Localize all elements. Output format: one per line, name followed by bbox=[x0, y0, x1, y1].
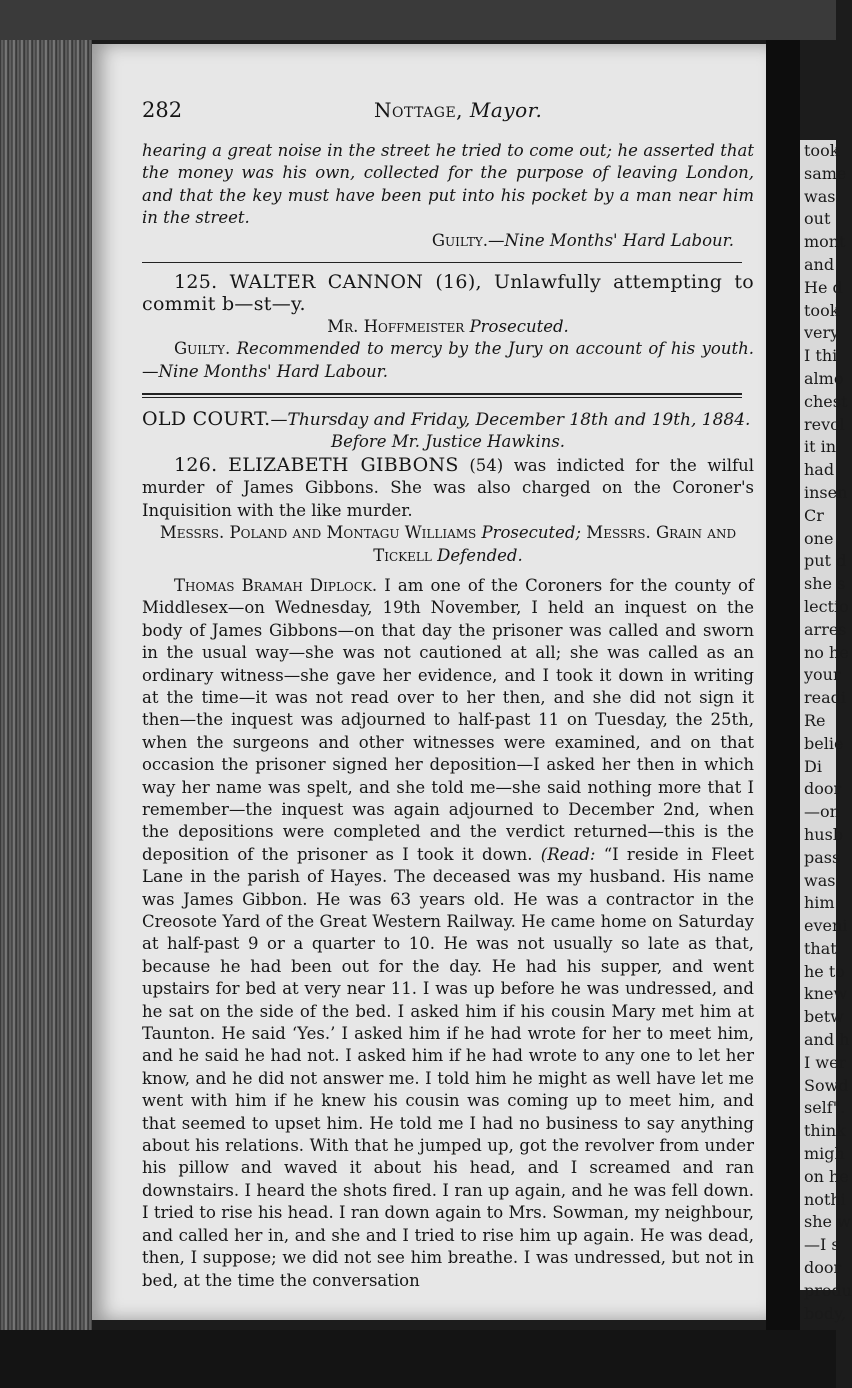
prosecutor-name: Mr. Hoffmeister bbox=[327, 316, 465, 336]
page-content bbox=[142, 140, 754, 1292]
section-rule bbox=[142, 262, 742, 263]
next-page-line: door bbox=[804, 1258, 842, 1278]
next-page-line: husb bbox=[804, 824, 844, 844]
double-rule-bottom bbox=[142, 397, 742, 398]
next-page-line: —on bbox=[804, 802, 840, 822]
prosecution-role: Prosecuted; bbox=[481, 523, 582, 543]
book-page-edges bbox=[0, 40, 92, 1330]
next-page-line: took bbox=[804, 141, 840, 160]
next-page-line: self". bbox=[804, 1098, 846, 1118]
scan-bottom-border bbox=[0, 1330, 836, 1388]
next-page-line: almo bbox=[804, 368, 844, 388]
next-page-line: was bbox=[804, 186, 836, 206]
court-name: OLD COURT. bbox=[142, 408, 271, 431]
next-page-line: revol bbox=[804, 414, 845, 434]
next-page-line: door bbox=[804, 779, 842, 799]
testimony-text: I am one of the Coroners for the county of Middlesex—on Wednesday, 19th November, I held an inquest on the body of James Gibbons—on that day the prisoner was called and sworn in the usual way—she was not cautioned at all; she was called as an ordinary witness—she gave her evidence, and I took it down in writing at the time—it was not read over to her then, and she did not sign it then—the inquest was adjourned to half-past 11 on Tuesday, the 25th, when the surgeons and other witnesses were examined, and on that occasion the prisoner signed her deposition—I asked her then in which way her name was spelt, and she told me—she said nothing more that I remember—the inquest was again adjourned to December 2nd, when the depositions were completed and the verdict returned—this is the deposition of the prisoner as I took it down. bbox=[142, 575, 754, 864]
witness-name: Thomas Bramah Diplock. bbox=[174, 575, 378, 595]
prosecution-counsel: Poland and Montagu Williams bbox=[229, 523, 477, 543]
next-page-line: I wer bbox=[804, 1052, 847, 1072]
running-head-name: Nottage, bbox=[374, 98, 464, 122]
defendant-name: ELIZABETH GIBBONS bbox=[228, 453, 459, 476]
next-page-line: she w bbox=[804, 1212, 851, 1232]
next-page-line: lectio bbox=[804, 596, 849, 616]
next-page-line: —I s bbox=[804, 1235, 840, 1255]
defendant-name: WALTER CANNON bbox=[229, 271, 424, 294]
case-126-heading bbox=[142, 454, 754, 522]
page-header bbox=[142, 98, 742, 128]
next-page-line: one bbox=[804, 528, 834, 548]
next-page-line: He d bbox=[804, 277, 843, 297]
next-page-line: think bbox=[804, 1121, 846, 1141]
next-page-line: no he bbox=[804, 642, 849, 662]
book-page bbox=[92, 44, 768, 1320]
case-125-prosecution bbox=[142, 316, 754, 338]
next-page-line: Di bbox=[804, 756, 822, 776]
case-number: 126. bbox=[174, 453, 218, 476]
spacer bbox=[142, 567, 754, 575]
next-page-line: Cr bbox=[804, 505, 824, 525]
defence-counsel: Grain and Tickell bbox=[373, 523, 737, 565]
next-page-line: mont bbox=[804, 232, 846, 252]
next-page-line: Sowd bbox=[804, 1075, 849, 1095]
counsel-label: Messrs. bbox=[586, 523, 651, 543]
next-page-line: it in bbox=[804, 437, 837, 457]
page-number: 282 bbox=[142, 98, 183, 122]
next-page-line: was bbox=[804, 870, 836, 890]
next-page-line: eveni bbox=[804, 916, 848, 936]
next-page-line: readi bbox=[804, 688, 847, 708]
next-page-line: and bbox=[804, 254, 835, 274]
running-head bbox=[374, 98, 542, 122]
next-page-line: same bbox=[804, 163, 847, 183]
next-page-line: him bbox=[804, 893, 835, 913]
case-126-testimony bbox=[142, 575, 754, 1292]
verdict-sentence: —Nine Months' Hard Labour. bbox=[488, 230, 734, 250]
case-124-tail-text: hearing a great noise in the street he tried to come out; he asserted that the money was his own, collected for the purpose of leaving London, and that the key must have been put into his pocket by a man near him in the street. bbox=[142, 141, 754, 228]
prosecutor-role: Prosecuted. bbox=[469, 316, 569, 336]
next-page-line: your bbox=[804, 665, 841, 685]
defence-role: Defended. bbox=[437, 545, 523, 565]
next-page-line: betw bbox=[804, 1007, 844, 1027]
scan-top-border bbox=[0, 0, 836, 40]
next-page-line: nothi bbox=[804, 1189, 846, 1209]
running-head-title: Mayor. bbox=[469, 98, 543, 122]
next-page-line: belie bbox=[804, 733, 844, 753]
book-gutter bbox=[766, 40, 800, 1330]
verdict-guilty: Guilty. bbox=[431, 230, 489, 250]
deposition-text: “I reside in Fleet Lane in the parish of Hayes. The deceased was my husband. His name was James Gibbon. He was 63 years old. He was a contractor in the Creosote Yard of the Great Western Railway. He came home on Saturday at half-past 9 or a quarter to 10. He was not usually so late as that, because he had been out for the day. He had his supper, and went upstairs for bed at very near 11. I was up before he was undressed, and he sat on the side of the bed. I asked him if his cousin Mary met him at Taunton. He said ‘Yes.’ I asked him if he had wrote for her to meet him, and he said he had not. I asked him if he had wrote to any one to let her know, and he did not answer me. I told him he might as well have let me went with him if he knew his cousin was coming up to meet him, and that seemed to upset him. He told me I had no business to say anything about his relations. With that he jumped up, got the revolver from under his pillow and waved it about his head, and I screamed and ran downstairs. I heard the shots fired. I ran up again, and he was fell down. I tried to rise his head. I ran down again to Mrs. Sowman, my neighbour, and called her in, and she and I tried to rise him up again. He was dead, then, I suppose; we did not see him breathe. I was undressed, but not in bed, at the time the conversation bbox=[142, 844, 755, 1290]
next-page-line: insen bbox=[804, 482, 848, 502]
court-session-heading bbox=[142, 408, 754, 431]
next-page-line: arres bbox=[804, 619, 847, 639]
session-date: —Thursday and Friday, December 18th and 19th, 1884. bbox=[270, 410, 751, 431]
next-page-line: body, bbox=[804, 1303, 847, 1323]
next-page-line: and h bbox=[804, 1030, 850, 1050]
next-page-line: on he bbox=[804, 1166, 849, 1186]
case-126-counsel bbox=[142, 522, 754, 567]
next-page-line: very bbox=[804, 323, 840, 343]
judge-line: Before Mr. Justice Hawkins. bbox=[330, 432, 566, 452]
case-number: 125. bbox=[174, 271, 218, 294]
verdict-text: Recommended to mercy by the Jury on account of his youth.—Nine Months' Hard Labour. bbox=[142, 339, 754, 381]
next-page-line: out bbox=[804, 209, 831, 229]
next-page-line: put d bbox=[804, 551, 847, 571]
next-page-line: produ bbox=[804, 1280, 852, 1300]
next-page-line: knew bbox=[804, 984, 848, 1004]
case-124-verdict bbox=[142, 230, 754, 252]
next-page-line: chest bbox=[804, 391, 848, 411]
case-125-heading bbox=[142, 271, 754, 316]
next-page-fragment bbox=[800, 140, 852, 1323]
next-page-line: I thi bbox=[804, 346, 838, 366]
next-page-line: she s bbox=[804, 574, 846, 594]
next-page-line: took bbox=[804, 300, 840, 320]
case-charge: (54) was indicted for the wilful murder of James Gibbons. She was also charged on the Coroner's Inquisition with the like murder. bbox=[142, 455, 755, 520]
double-rule-top bbox=[142, 393, 742, 395]
next-page-line: migh bbox=[804, 1144, 845, 1164]
next-page-line: Re bbox=[804, 710, 826, 730]
next-page-line: had bbox=[804, 460, 835, 480]
read-label: (Read: bbox=[540, 844, 596, 864]
counsel-label: Messrs. bbox=[159, 523, 225, 543]
case-125-verdict bbox=[142, 338, 754, 383]
next-page-line: that bbox=[804, 938, 837, 958]
verdict-guilty: Guilty. bbox=[174, 339, 231, 359]
case-charge: (16), Unlawfully attempting to commit b—st—y. bbox=[142, 271, 755, 316]
next-page-line: pass bbox=[804, 847, 841, 867]
next-page-line: he to bbox=[804, 961, 845, 981]
